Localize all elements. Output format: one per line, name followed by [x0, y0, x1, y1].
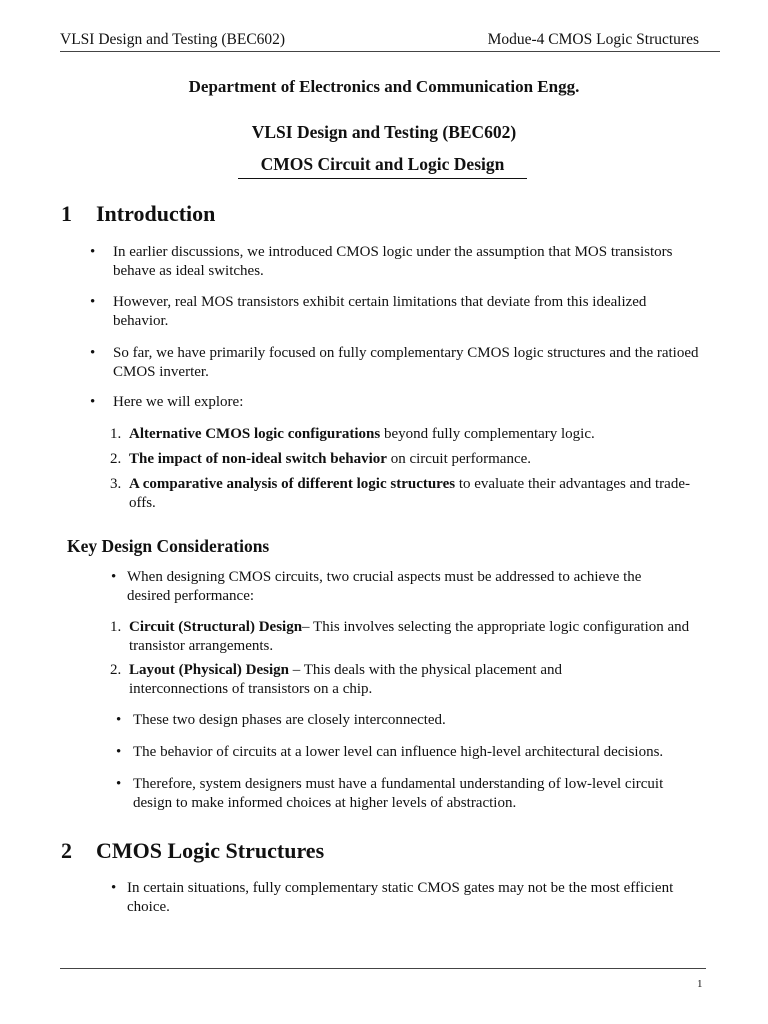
list-item-text: beyond fully complementary logic.	[380, 426, 595, 442]
list-item	[129, 475, 699, 513]
department-title: Department of Electronics and Communication Engg.	[188, 77, 580, 96]
header-right: Modue-4 CMOS Logic Structures	[487, 31, 699, 48]
list-item-text: – This deals with the physical placement and interconnections of transistors on a chip.	[129, 662, 563, 697]
bullet-text: The behavior of circuits at a lower level can influence high-level architectural decisions.	[133, 744, 664, 760]
list-item	[129, 425, 699, 444]
bullet-icon: •	[90, 244, 96, 260]
bullet-text: When designing CMOS circuits, two crucial aspects must be addressed to achieve the desired performance:	[127, 569, 642, 604]
list-item	[129, 661, 629, 699]
list-number: 2.	[110, 662, 122, 678]
subheading: Key Design Considerations	[67, 536, 270, 556]
bullet-text: So far, we have primarily focused on fully complementary CMOS logic structures and the ratioed CMOS inverter.	[113, 345, 699, 380]
bullet-icon: •	[111, 569, 117, 585]
header-divider	[60, 51, 720, 52]
list-item	[129, 618, 719, 656]
list-item-bold: The impact of non-ideal switch behavior	[129, 451, 387, 467]
bullet-icon: •	[90, 345, 96, 361]
section-heading: Introduction	[96, 201, 216, 226]
list-item-bold: Circuit (Structural) Design	[129, 619, 303, 635]
bullet-text: Therefore, system designers must have a fundamental understanding of low-level circuit design to make informed choices at higher levels of abstraction.	[133, 776, 664, 811]
bullet-text: In earlier discussions, we introduced CMOS logic under the assumption that MOS transistors behave as ideal switches.	[113, 244, 673, 279]
page-number: 1	[697, 978, 703, 990]
list-number: 3.	[110, 476, 122, 492]
list-item-text: – This involves selecting the appropriate logic configuration and transistor arrangements.	[129, 619, 690, 654]
section-number: 2	[61, 838, 72, 863]
bullet-text: Here we will explore:	[113, 394, 244, 410]
footer-divider	[60, 968, 706, 969]
list-item-bold: A comparative analysis of different logic structures	[129, 476, 456, 492]
course-title: VLSI Design and Testing (BEC602)	[251, 122, 517, 142]
bullet-icon: •	[111, 880, 117, 896]
section-heading: CMOS Logic Structures	[96, 838, 325, 863]
section-number: 1	[61, 201, 72, 226]
bullet-text: However, real MOS transistors exhibit certain limitations that deviate from this idealized behavior.	[113, 294, 647, 329]
bullet-text: In certain situations, fully complementary static CMOS gates may not be the most efficient choice.	[127, 880, 674, 915]
bullet-text: These two design phases are closely interconnected.	[133, 712, 446, 728]
list-number: 2.	[110, 451, 122, 467]
header-left: VLSI Design and Testing (BEC602)	[60, 31, 286, 48]
list-number: 1.	[110, 426, 122, 442]
bullet-icon: •	[116, 776, 122, 792]
bullet-icon: •	[90, 394, 96, 410]
list-item-text: to evaluate their advantages and trade-offs.	[129, 476, 690, 511]
list-number: 1.	[110, 619, 122, 635]
list-item-bold: Alternative CMOS logic configurations	[129, 426, 381, 442]
bullet-icon: •	[116, 712, 122, 728]
list-item-text: on circuit performance.	[386, 451, 532, 467]
bullet-icon: •	[90, 294, 96, 310]
bullet-icon: •	[116, 744, 122, 760]
topic-title: CMOS Circuit and Logic Design	[238, 154, 527, 179]
list-item	[129, 450, 699, 469]
list-item-bold: Layout (Physical) Design	[129, 662, 290, 678]
